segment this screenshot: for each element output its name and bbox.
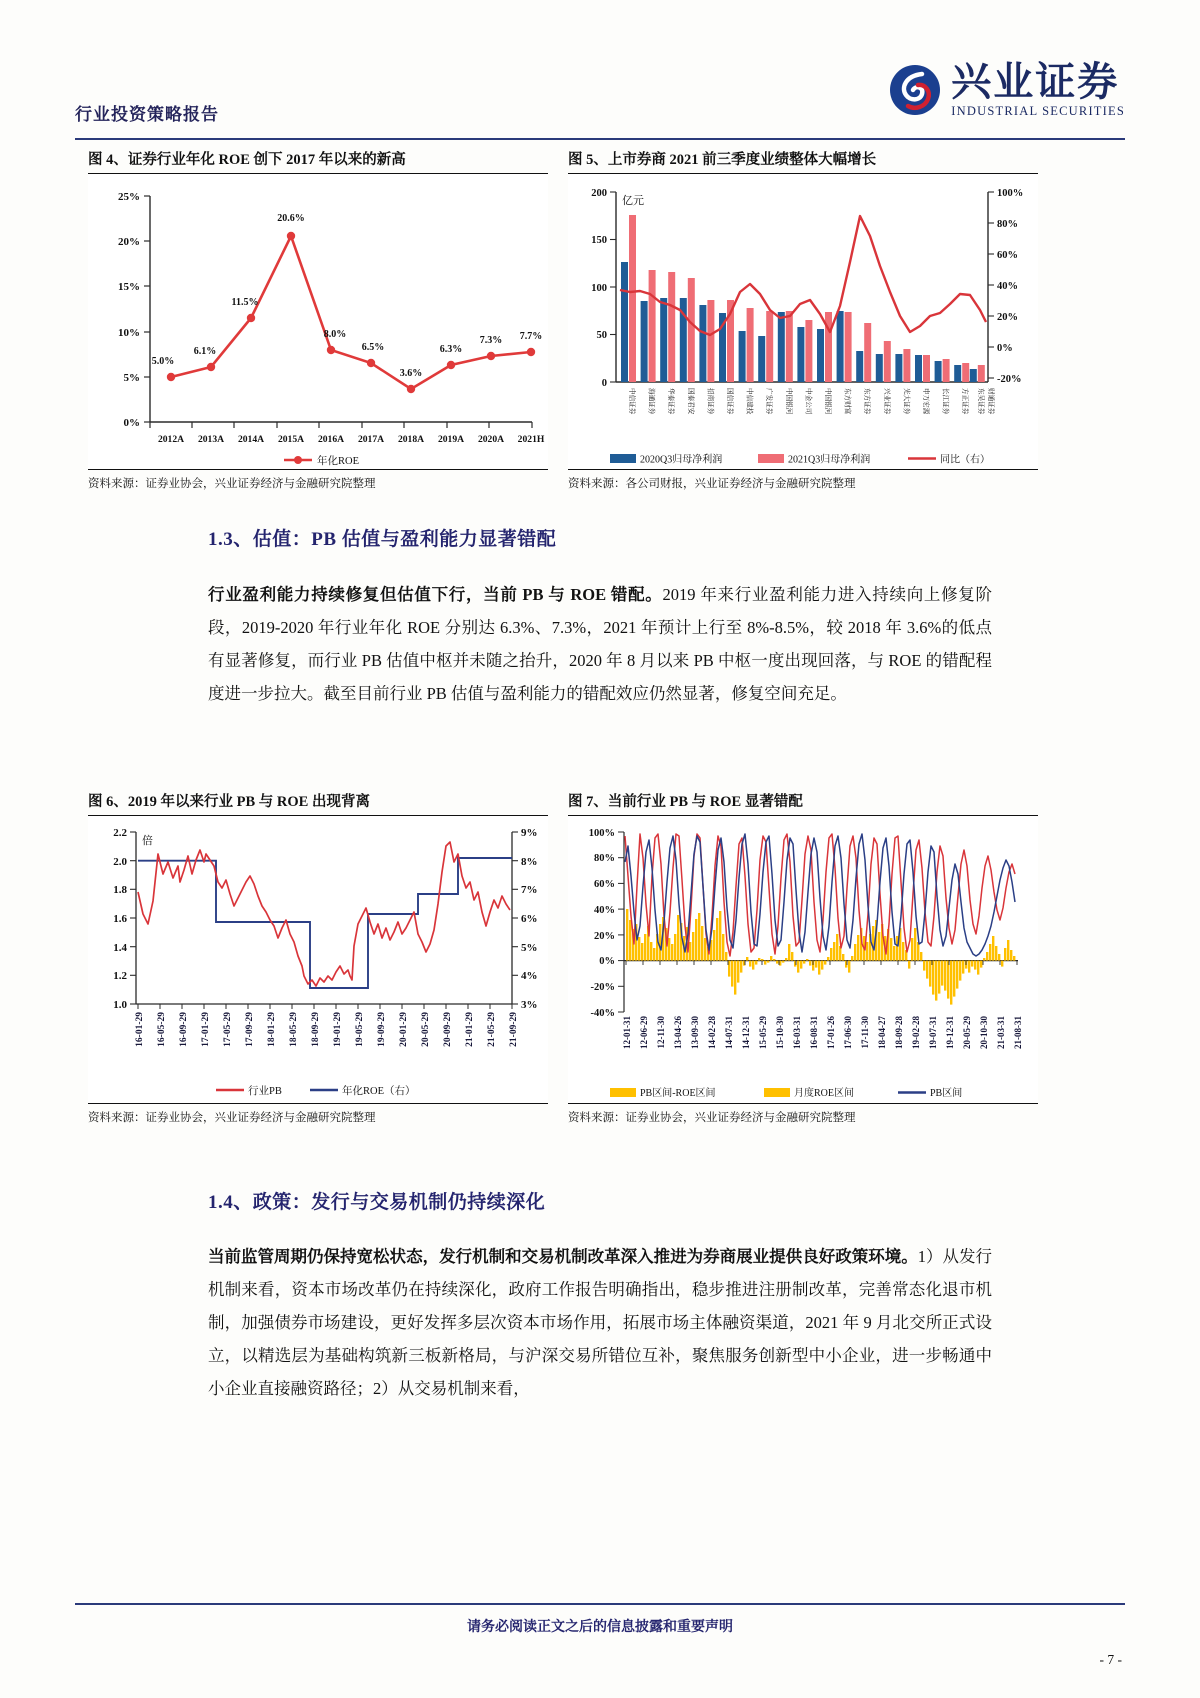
svg-text:50: 50 xyxy=(596,330,607,341)
svg-text:8.0%: 8.0% xyxy=(323,329,347,340)
svg-text:2.0: 2.0 xyxy=(113,856,127,868)
svg-text:17-05-29: 17-05-29 xyxy=(223,1012,233,1047)
svg-text:19-02-28: 19-02-28 xyxy=(911,1016,921,1049)
svg-text:年化ROE（右）: 年化ROE（右） xyxy=(342,1086,416,1097)
svg-text:13-04-26: 13-04-26 xyxy=(673,1016,683,1049)
section-1-3-body: 2019 年来行业盈利能力进入持续向上修复阶段，2019-2020 年行业年化 ROE 分别达 6.3%、7.3%，2021 年预计上行至 8%-8.5%，较 2018 年 3.6%的低点有显著修复，而行业 PB 估值中枢并未随之抬升，2020 年 8 月以来 PB 中枢一度出现回落，与 ROE 的错配程度进一步拉大。截至目前行业 PB 估值与盈利能力的错配效应仍然显著，修复空间充足。 xyxy=(208,585,992,703)
svg-text:1.8: 1.8 xyxy=(113,884,127,896)
svg-text:国信证券: 国信证券 xyxy=(726,388,733,415)
svg-text:兴业证券: 兴业证券 xyxy=(882,388,890,415)
svg-text:20%: 20% xyxy=(118,236,140,248)
figure-6-source: 资料来源：证券业协会，兴业证券经济与金融研究院整理 xyxy=(88,1112,376,1124)
svg-text:16-01-29: 16-01-29 xyxy=(135,1012,145,1047)
figure-6 xyxy=(88,790,548,1125)
svg-text:18-04-27: 18-04-27 xyxy=(877,1016,887,1049)
svg-text:1.2: 1.2 xyxy=(113,970,127,982)
svg-text:20%: 20% xyxy=(997,312,1018,323)
svg-text:17-11-30: 17-11-30 xyxy=(860,1016,870,1049)
svg-text:17-06-30: 17-06-30 xyxy=(843,1016,853,1049)
svg-text:20-10-30: 20-10-30 xyxy=(979,1016,989,1049)
svg-text:1.0: 1.0 xyxy=(113,999,127,1011)
svg-text:2020A: 2020A xyxy=(477,434,505,445)
svg-text:倍: 倍 xyxy=(142,835,153,847)
svg-text:18-05-29: 18-05-29 xyxy=(289,1012,299,1047)
svg-text:12-06-29: 12-06-29 xyxy=(639,1016,649,1049)
page-header xyxy=(75,59,1125,142)
svg-text:中信建投: 中信建投 xyxy=(745,388,753,415)
svg-text:1.4: 1.4 xyxy=(113,942,127,954)
svg-text:200: 200 xyxy=(591,188,607,199)
company-logo xyxy=(889,59,1125,118)
svg-text:40%: 40% xyxy=(997,281,1018,292)
svg-text:0: 0 xyxy=(601,378,607,389)
svg-text:60%: 60% xyxy=(997,250,1018,261)
svg-text:15-10-30: 15-10-30 xyxy=(775,1016,785,1049)
svg-text:海通证券: 海通证券 xyxy=(647,388,655,415)
svg-text:0%: 0% xyxy=(599,956,615,967)
svg-text:80%: 80% xyxy=(997,219,1018,230)
svg-text:80%: 80% xyxy=(594,853,615,864)
figure-4 xyxy=(88,148,548,491)
svg-text:2.2: 2.2 xyxy=(113,827,127,839)
figure-4-title: 图 4、证券行业年化 ROE 创下 2017 年以来的新高 xyxy=(88,148,548,174)
page-number: - 7 - xyxy=(1099,1652,1122,1667)
logo-text-en: INDUSTRIAL SECURITIES xyxy=(951,104,1125,118)
svg-text:2012A: 2012A xyxy=(157,434,185,445)
svg-text:东方证券: 东方证券 xyxy=(863,388,871,415)
svg-text:16-09-29: 16-09-29 xyxy=(179,1012,189,1047)
svg-text:3.6%: 3.6% xyxy=(399,368,423,379)
svg-text:-20%: -20% xyxy=(997,374,1022,385)
svg-text:150: 150 xyxy=(591,235,607,246)
svg-text:广发证券: 广发证券 xyxy=(765,388,773,415)
section-1-4-heading: 1.4、政策：发行与交易机制仍持续深化 xyxy=(208,1192,546,1213)
svg-text:同比（右）: 同比（右） xyxy=(940,454,990,466)
svg-text:长江证券: 长江证券 xyxy=(941,388,949,415)
svg-text:年化ROE: 年化ROE xyxy=(317,456,359,467)
svg-text:19-07-31: 19-07-31 xyxy=(928,1016,938,1049)
svg-text:-20%: -20% xyxy=(590,982,615,993)
svg-text:PB区间-ROE区间: PB区间-ROE区间 xyxy=(640,1088,716,1099)
svg-text:19-09-29: 19-09-29 xyxy=(377,1012,387,1047)
svg-text:财通证券: 财通证券 xyxy=(987,388,994,415)
svg-text:东吴证券: 东吴证券 xyxy=(977,388,984,415)
svg-text:19-05-29: 19-05-29 xyxy=(355,1012,365,1047)
svg-text:7%: 7% xyxy=(521,884,538,896)
svg-text:月度ROE区间: 月度ROE区间 xyxy=(794,1088,854,1099)
svg-text:10%: 10% xyxy=(118,327,140,339)
svg-text:6.3%: 6.3% xyxy=(439,344,463,355)
header-divider xyxy=(75,138,1125,140)
svg-text:8%: 8% xyxy=(521,856,538,868)
svg-text:21-09-29: 21-09-29 xyxy=(509,1012,519,1047)
svg-text:17-01-26: 17-01-26 xyxy=(826,1016,836,1049)
svg-text:亿元: 亿元 xyxy=(622,195,644,207)
svg-text:100: 100 xyxy=(591,283,607,294)
figure-5-chart xyxy=(568,174,1038,470)
svg-text:100%: 100% xyxy=(588,828,615,839)
svg-text:14-12-31: 14-12-31 xyxy=(741,1016,751,1049)
svg-text:60%: 60% xyxy=(594,879,615,890)
svg-text:2016A: 2016A xyxy=(317,434,345,445)
section-1-3-lead: 行业盈利能力持续修复但估值下行，当前 PB 与 ROE 错配。 xyxy=(208,585,663,604)
footer-disclaimer: 请务必阅读正文之后的信息披露和重要声明 xyxy=(467,1620,733,1635)
svg-text:21-05-29: 21-05-29 xyxy=(487,1012,497,1047)
svg-text:20-09-29: 20-09-29 xyxy=(443,1012,453,1047)
svg-text:2021Q3归母净利润: 2021Q3归母净利润 xyxy=(788,454,871,466)
svg-text:光大证券: 光大证券 xyxy=(902,388,910,415)
figure-4-svg xyxy=(88,174,548,470)
svg-text:12-01-31: 12-01-31 xyxy=(622,1016,632,1049)
svg-text:15-05-29: 15-05-29 xyxy=(758,1016,768,1049)
figure-5-source: 资料来源：各公司财报，兴业证券经济与金融研究院整理 xyxy=(568,478,856,490)
svg-text:25%: 25% xyxy=(118,191,140,203)
svg-text:18-09-28: 18-09-28 xyxy=(894,1016,904,1049)
svg-text:5%: 5% xyxy=(123,372,140,384)
svg-text:18-09-29: 18-09-29 xyxy=(311,1012,321,1047)
svg-text:2017A: 2017A xyxy=(357,434,385,445)
svg-text:国泰君安: 国泰君安 xyxy=(686,388,694,415)
svg-text:6.5%: 6.5% xyxy=(361,342,385,353)
svg-text:方正证券: 方正证券 xyxy=(961,388,969,415)
section-1-3-paragraph xyxy=(208,578,992,710)
svg-text:行业PB: 行业PB xyxy=(248,1086,282,1097)
document-type-label: 行业投资策略报告 xyxy=(75,105,219,124)
figure-4-source: 资料来源：证券业协会，兴业证券经济与金融研究院整理 xyxy=(88,478,376,490)
svg-text:16-08-31: 16-08-31 xyxy=(809,1016,819,1049)
svg-text:5.0%: 5.0% xyxy=(151,356,175,367)
svg-text:14-02-28: 14-02-28 xyxy=(707,1016,717,1049)
svg-text:14-07-31: 14-07-31 xyxy=(724,1016,734,1049)
figure-5-title: 图 5、上市券商 2021 前三季度业绩整体大幅增长 xyxy=(568,148,1038,174)
figure-7 xyxy=(568,790,1038,1125)
svg-text:5%: 5% xyxy=(521,942,538,954)
section-1-4-lead: 当前监管周期仍保持宽松状态，发行机制和交易机制改革深入推进为券商展业提供良好政策环境。 xyxy=(208,1247,918,1266)
svg-text:7.3%: 7.3% xyxy=(479,335,503,346)
svg-text:2021H: 2021H xyxy=(517,434,545,445)
svg-text:15%: 15% xyxy=(118,281,140,293)
logo-mark-icon xyxy=(889,64,941,116)
svg-text:2014A: 2014A xyxy=(237,434,265,445)
figure-5 xyxy=(568,148,1038,491)
svg-text:16-05-29: 16-05-29 xyxy=(157,1012,167,1047)
figure-7-title: 图 7、当前行业 PB 与 ROE 显著错配 xyxy=(568,790,1038,816)
svg-text:0%: 0% xyxy=(997,343,1013,354)
svg-text:中信证券: 中信证券 xyxy=(628,388,635,415)
svg-text:2013A: 2013A xyxy=(197,434,225,445)
svg-text:-40%: -40% xyxy=(590,1008,615,1019)
svg-text:21-01-29: 21-01-29 xyxy=(465,1012,475,1047)
svg-text:18-01-29: 18-01-29 xyxy=(267,1012,277,1047)
figure-4-chart xyxy=(88,174,548,470)
figure-6-title: 图 6、2019 年以来行业 PB 与 ROE 出现背离 xyxy=(88,790,548,816)
svg-text:17-01-29: 17-01-29 xyxy=(201,1012,211,1047)
figure-7-svg xyxy=(568,816,1038,1104)
svg-text:东方财富: 东方财富 xyxy=(843,388,851,415)
svg-text:4%: 4% xyxy=(521,970,538,982)
svg-text:11.5%: 11.5% xyxy=(231,297,259,308)
svg-text:申万宏源: 申万宏源 xyxy=(922,388,929,415)
svg-text:16-03-31: 16-03-31 xyxy=(792,1016,802,1049)
svg-text:2015A: 2015A xyxy=(277,434,305,445)
svg-text:PB区间: PB区间 xyxy=(930,1088,963,1099)
svg-text:20.6%: 20.6% xyxy=(277,213,305,224)
svg-text:2020Q3归母净利润: 2020Q3归母净利润 xyxy=(640,454,723,466)
svg-text:3%: 3% xyxy=(521,999,538,1011)
section-1-4-paragraph xyxy=(208,1240,992,1405)
svg-text:中国银河: 中国银河 xyxy=(824,388,831,415)
svg-text:招商证券: 招商证券 xyxy=(706,388,714,415)
figure-6-chart xyxy=(88,816,548,1104)
svg-text:20-05-29: 20-05-29 xyxy=(421,1012,431,1047)
svg-text:21-03-31: 21-03-31 xyxy=(996,1016,1006,1049)
logo-text-cn: 兴业证券 xyxy=(951,59,1120,104)
figure-6-svg xyxy=(88,816,548,1104)
svg-text:2018A: 2018A xyxy=(397,434,425,445)
figure-7-chart xyxy=(568,816,1038,1104)
svg-text:17-09-29: 17-09-29 xyxy=(245,1012,255,1047)
svg-text:20%: 20% xyxy=(594,931,615,942)
svg-text:19-01-29: 19-01-29 xyxy=(333,1012,343,1047)
svg-text:6.1%: 6.1% xyxy=(193,346,217,357)
svg-text:100%: 100% xyxy=(997,188,1024,199)
svg-text:19-12-31: 19-12-31 xyxy=(945,1016,955,1049)
svg-text:7.7%: 7.7% xyxy=(519,331,543,342)
svg-text:6%: 6% xyxy=(521,913,538,925)
figure-7-source: 资料来源：证券业协会，兴业证券经济与金融研究院整理 xyxy=(568,1112,856,1124)
svg-text:1.6: 1.6 xyxy=(113,913,127,925)
svg-text:21-08-31: 21-08-31 xyxy=(1013,1016,1023,1049)
svg-text:13-09-30: 13-09-30 xyxy=(690,1016,700,1049)
svg-text:华泰证券: 华泰证券 xyxy=(667,388,675,415)
svg-text:0%: 0% xyxy=(123,417,140,429)
svg-text:40%: 40% xyxy=(594,905,615,916)
footer-divider xyxy=(75,1603,1125,1605)
section-1-4-body: 1）从发行机制来看，资本市场改革仍在持续深化，政府工作报告明确指出，稳步推进注册制改革，完善常态化退市机制，加强债券市场建设，更好发挥多层次资本市场作用，拓展市场主体融资渠道，2021 年 9 月北交所正式设立，以精选层为基础构筑新三板新格局，与沪深交易所错位互补，聚焦服务创新型中小企业，进一步畅通中小企业直接融资路径；2）从交易机制来看， xyxy=(208,1247,993,1398)
svg-text:12-11-30: 12-11-30 xyxy=(656,1016,666,1049)
svg-text:2019A: 2019A xyxy=(437,434,465,445)
svg-text:20-05-29: 20-05-29 xyxy=(962,1016,972,1049)
figure-5-svg xyxy=(568,174,1038,470)
svg-text:9%: 9% xyxy=(521,827,538,839)
section-1-3-heading: 1.3、估值：PB 估值与盈利能力显著错配 xyxy=(208,529,557,550)
svg-text:20-01-29: 20-01-29 xyxy=(399,1012,409,1047)
svg-text:中金公司: 中金公司 xyxy=(804,388,812,415)
svg-text:中国银河: 中国银河 xyxy=(784,388,792,415)
